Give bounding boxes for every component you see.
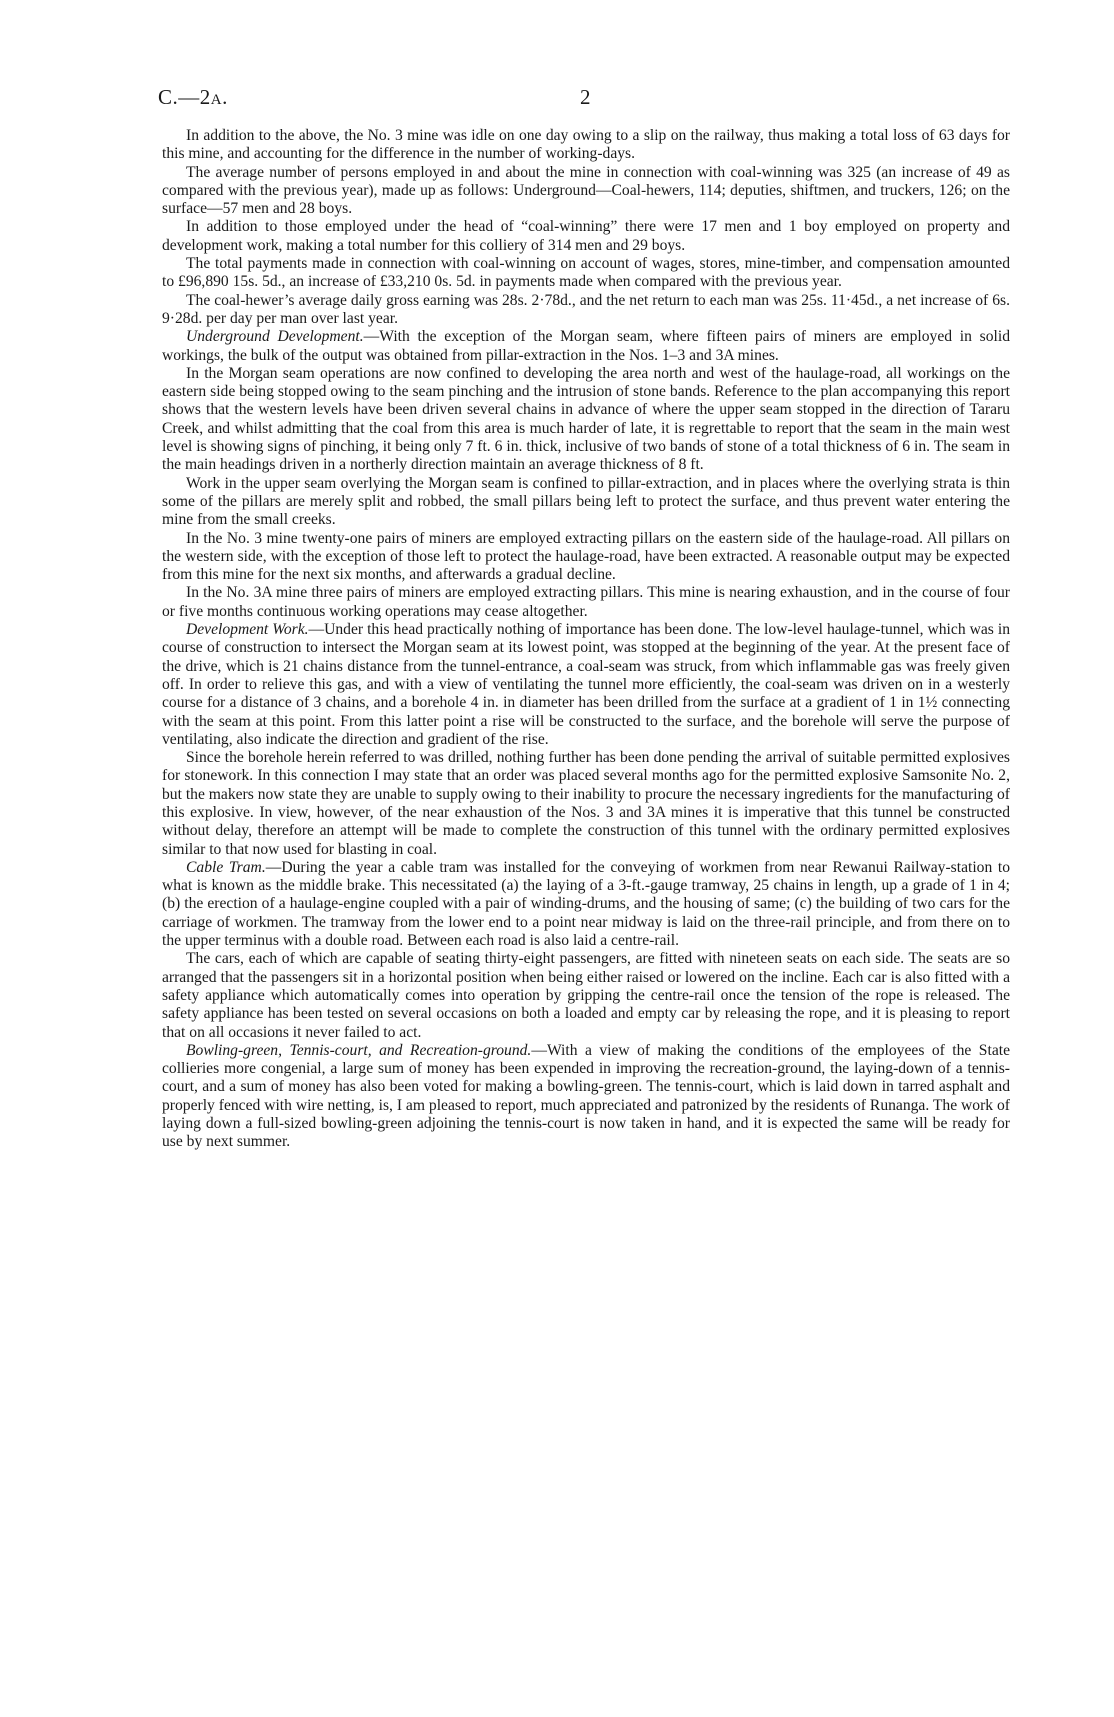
paragraph: The average number of persons employed in and about the mine in connection with coal-winning was 325 (an increase of 49 as compared with the previous year), made up as follows: Underground—Coal-hewers, 114; deputies, shiftmen, and truckers, 126; on the surface—57 men and 28 boys. xyxy=(162,163,1010,218)
paragraph: In the No. 3 mine twenty-one pairs of miners are employed extracting pillars on the eastern side of the haulage-road. All pillars on the western side, with the exception of those left to protect the haulage-road, have been extracted. A reasonable output may be expected from this mine for the next six months, and afterwards a gradual decline. xyxy=(162,529,1010,584)
paragraph: Work in the upper seam overlying the Morgan seam is confined to pillar-extraction, and in places where the overlying strata is thin some of the pillars are merely split and robbed, the small pillars being left to protect the surface, and thus prevent water entering the mine from the small creeks. xyxy=(162,474,1010,529)
paragraph: The cars, each of which are capable of seating thirty-eight passengers, are fitted with nineteen seats on each side. The seats are so arranged that the passengers sit in a horizontal position when being either raised or lowered on the incline. Each car is also fitted with a safety appliance which automatically comes into operation by gripping the centre-rail once the tension of the rope is released. The safety appliance has been tested on several occasions on both a loaded and empty car by releasing the rope, and it is pleasing to report that on all occasions it never failed to act. xyxy=(162,950,1010,1041)
paragraph: In the No. 3A mine three pairs of miners are employed extracting pillars. This mine is nearing exhaustion, and in the course of four or five months continuous working operations may cease altogether. xyxy=(162,584,1010,620)
paragraph: In addition to those employed under the head of “coal-winning” there were 17 men and 1 boy employed on property and development work, making a total number for this colliery of 314 men and 29 boys. xyxy=(162,218,1010,254)
section-heading: Underground Development. xyxy=(186,328,364,346)
section-paragraph-recreation: Bowling-green, Tennis-court, and Recreation-ground.—With a view of making the conditions of the employees of the State collieries more congenial, a large sum of money has been expended in improving the recreation-ground, the laying-down of a tennis-court, and a sum of money has also been voted for making a bowling-green. The tennis-court, which is laid down in tarred asphalt and properly fenced with wire netting, is, I am pleased to report, much appreciated and patronized by the residents of Runanga. The work of laying down a full-sized bowling-green adjoining the tennis-court is now taken in hand, and it is expected the same will be ready for use by next summer. xyxy=(162,1041,1010,1151)
section-heading: Cable Tram. xyxy=(186,858,266,876)
page-header xyxy=(158,85,1010,115)
section-heading: Bowling-green, Tennis-court, and Recreation-ground. xyxy=(186,1041,532,1059)
section-heading: Development Work. xyxy=(186,621,309,639)
body-text xyxy=(162,127,1010,1152)
paragraph: In the Morgan seam operations are now confined to developing the area north and west of the haulage-road, all workings on the eastern side being stopped owing to the seam pinching and the intrusion of stone bands. Reference to the plan accompanying this report shows that the western levels have been driven several chains in advance of where the upper seam stopped in the direction of Tararu Creek, and whilst admitting that the coal from this area is much harder of late, it is regrettable to report that the seam in the main west level is showing signs of pinching, it being only 7 ft. 6 in. thick, inclusive of two bands of stone of a total thickness of 6 in. The seam in the main headings driven in a northerly direction maintain an average thickness of 8 ft. xyxy=(162,364,1010,474)
section-paragraph-development-work: Development Work.—Under this head practically nothing of importance has been done. The low-level haulage-tunnel, which was in course of construction to intersect the Morgan seam at its lowest point, was stopped at the beginning of the year. At the present face of the drive, which is 21 chains distance from the tunnel-entrance, a coal-seam was struck, from which inflammable gas was freely given off. In order to relieve this gas, and with a view of ventilating the tunnel more efficiently, the coal-seam was driven on in a westerly course for a distance of 3 chains, and a borehole 4 in. in diameter has been drilled from the surface at a gradient of 1 in 1½ connecting with the seam at this point. From this latter point a rise will be constructed to the surface, and the borehole will serve the purpose of ventilating, also indicate the direction and gradient of the rise. xyxy=(162,621,1010,748)
paragraph: The total payments made in connection with coal-winning on account of wages, stores, mine-timber, and compensation amounted to £96,890 15s. 5d., an increase of £33,210 0s. 5d. in payments made when compared with the previous year. xyxy=(162,255,1010,291)
paragraph: In addition to the above, the No. 3 mine was idle on one day owing to a slip on the railway, thus making a total loss of 63 days for this mine, and accounting for the difference in the number of working-days. xyxy=(162,127,1010,163)
page-number: 2 xyxy=(580,85,591,109)
paragraph: The coal-hewer’s average daily gross earning was 28s. 2·78d., and the net return to each man was 25s. 11·45d., a net increase of 6s. 9·28d. per day per man over last year. xyxy=(162,291,1010,327)
section-paragraph-cable-tram: Cable Tram.—During the year a cable tram was installed for the conveying of workmen from near Rewanui Railway-station to what is known as the middle brake. This necessitated (a) the laying of a 3-ft.-gauge tramway, 25 chains in length, up a grade of 1 in 4; (b) the erection of a haulage-engine coupled with a pair of winding-drums, and the housing of same; (c) the building of two cars for the carriage of workmen. The tramway from the lower end to a point near midway is laid on the three-rail principle, and from there on to the upper terminus with a double road. Between each road is also laid a centre-rail. xyxy=(162,858,1011,950)
paragraph: Since the borehole herein referred to was drilled, nothing further has been done pending the arrival of suitable permitted explosives for stonework. In this connection I may state that an order was placed several months ago for the permitted explosive Samsonite No. 2, but the makers now state they are unable to supply owing to their inability to procure the necessary ingredients for the manufacturing of this explosive. In view, however, of the near exhaustion of the Nos. 3 and 3A mines it is imperative that this tunnel be constructed without delay, therefore an attempt will be made to complete the construction of this tunnel with the ordinary permitted explosives similar to that now used for blasting in coal. xyxy=(162,749,1010,858)
document-reference: C.—2A. xyxy=(158,85,228,109)
section-paragraph-underground-development: Underground Development.—With the exception of the Morgan seam, where fifteen pairs of miners are employed in solid workings, the bulk of the output was obtained from pillar-extraction in the Nos. 1–3 and 3A mines. xyxy=(162,328,1010,364)
document-page xyxy=(158,85,1011,1152)
